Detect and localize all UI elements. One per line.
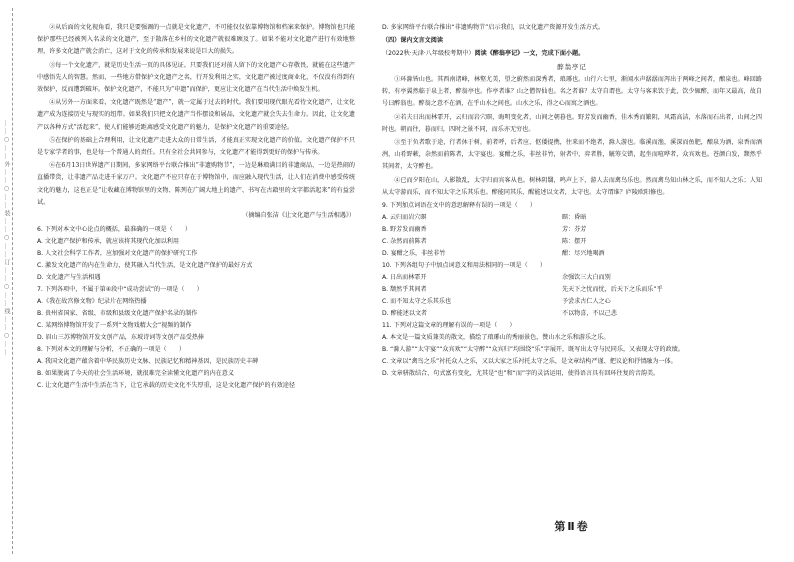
question-10-a-left: A. 日出而林霏开	[382, 274, 427, 282]
reading-intro	[382, 47, 762, 60]
question-9-a-meaning: 暝：昏暗	[562, 214, 587, 222]
question-10-stem: 10. 下列各组句子中加点词意义和用法相同的一项是（ ）	[382, 262, 546, 270]
question-10-c-left: C. 而不知太守之乐其乐也	[382, 298, 452, 306]
question-6-option-d: D. 文化遗产与生活相遇	[37, 274, 101, 282]
volume-heading: 第Ⅱ卷	[554, 520, 590, 533]
question-9-b-meaning: 芳：芬芳	[562, 226, 587, 234]
section-label: （四）课内文言文阅读	[382, 37, 443, 44]
left-column	[37, 22, 355, 392]
classical-paragraph-2: ②若夫日出而林霏开，云归而岩穴暝，晦明变化者，山间之朝暮也。野芳发而幽香，佳木秀而繁阴，风霜高洁，水落而石出者，山间之四时也。朝而往，暮而归，四时之景不同，而乐亦无穷也。	[382, 113, 762, 133]
question-9-a-sentence: A. 云归而岩穴暝	[382, 214, 427, 222]
question-6-option-c: C. 激发文化遗产的内在生命力，使其融入当代生活，是文化遗产保护的最好方式	[37, 262, 253, 270]
question-11-option-d: D. 文章骈散结合，句式富有变化，尤其是“也”和“而”字的灵活运用，使得语言具有回环往复的音韵美。	[382, 370, 660, 378]
question-10-b-right: 先天下之忧而忧，后天下之乐而乐”乎	[562, 286, 663, 294]
question-11-option-b: B. “滁人游”“太守宴”“众宾欢”“太守醉”“众宾归”均围绕“乐”字展开，既写出太守与民同乐，又表现太守的政绩。	[382, 346, 684, 354]
passage-paragraph-5: ⑤在保护的基础上合理利用，让文化遗产走进大众的日常生活，才能真正实现文化遗产的价值。文化遗产保护不只是专家学者的事，也是每一个普通人的责任。只有全社会共同参与，文化遗产才能得到更好的保护与传承。	[37, 136, 355, 157]
question-10-a-right: 余强饮三大白而别	[562, 274, 611, 282]
question-7-option-a: A.《我在故宫修文物》纪录片在网络热播	[37, 298, 147, 306]
passage-paragraph-2: ②从后面的文化视角看，我只是要强调的一点就是文化遗产，不可能仅仅依靠博物馆和档案来保护。博物馆也只能保护那些已经被列入名录的文化遗产，至于散落在乡村的文化遗产就很难顾及了。如果不能对文化遗产进行有效地整理，许多文化遗产就会消亡，这对于文化的传承和发展来说是巨大的损失。	[37, 24, 355, 56]
question-9-d-sentence: D. 宴酣之乐，非丝非竹	[382, 250, 446, 258]
question-8-option-d: D. 多家网络平台联合推出“非遗购物节”启示我们，以文化遗产资源开发生活方式。	[382, 24, 605, 31]
question-8-option-a: A. 我国文化遗产蕴含着中华民族历史文脉、民族记忆和精神基因，是民族历史丰碑	[37, 358, 259, 366]
question-11-option-c: C. 文章以“禽鸟之乐”衬托众人之乐，又以大家之乐衬托太守之乐，是文章结构严谨、把议论和抒情融为一体。	[382, 358, 677, 366]
classical-paragraph-3: ③至于负者歌于途，行者休于树，前者呼，后者应，伛偻提携，往来而不绝者，滁人游也。临溪而渔，溪深而鱼肥，酿泉为酒，泉香而酒洌，山肴野蔌，杂然而前陈者，太守宴也。宴酣之乐，非丝非竹，射者中，弈者胜，觥筹交错，起坐而喧哗者，众宾欢也。苍颜白发，颓然乎其间者，太守醉也。	[382, 139, 762, 171]
binding-margin	[0, 0, 22, 562]
question-9-b-sentence: B. 野芳发而幽香	[382, 226, 427, 234]
question-6-stem: 6. 下列对本文中心论点的概括，最准确的一项是（ ）	[37, 226, 192, 234]
question-7-option-b: B. 贵州省国家、省级、市级和县级文化遗产保护名录的制作	[37, 310, 198, 318]
question-8-option-c: C. 让文化遗产生活中生活在当下，让它承载的历史文化不失厚重，这是文化遗产保护的有效途径	[37, 382, 295, 390]
passage-paragraph-6: ⑥在6月13日世界遗产日期间，多家网络平台联合推出“非遗购物节”，一边是琳琅满目的非遗商品，一边是热闹的直播带货，让非遗产品走进千家万户。文化遗产不应只存在于博物馆中，而应融入现代生活，让人们在消费中感受传统文化的魅力，这也正是“让收藏在博物馆里的文物、陈列在广阔大地上的遗产、书写在古籍里的文字都活起来”的有益尝试。	[37, 162, 355, 206]
passage-paragraph-3: ③每一个文化遗产，就是历史生活一页的具体见证。只要我们还对前人留下的文化遗产心存敬畏，就能在这些遗产中感悟先人的智慧。然而，一些地方借保护文化遗产之名，行开发利用之实，文化遗产被过度商业化，不仅没有得到有效保护，反而遭到破坏。保护文化遗产，不能只为“申遗”而保护，更应让文化遗产在当代生活中焕发生机。	[37, 61, 355, 94]
right-column	[382, 22, 762, 533]
question-9-d-meaning: 酣：尽兴地喝酒	[562, 250, 605, 258]
question-6-option-a: A. 文化遗产保护和传承，就应该将其现代化加以利用	[37, 238, 179, 246]
passage-source: （摘编自张洁《让文化遗产与生活相遇》）	[242, 212, 355, 220]
intro-source: （2022秋·天津·八年级校考期中）	[382, 50, 475, 57]
passage-paragraph-4: ④从另外一方面来看，文化遗产既然是“遗产”，就一定属于过去的时代。我们要用现代眼光看待文化遗产，让文化遗产成为连接历史与现实的纽带。如果我们只把文化遗产当作摆设和展品，文化遗产就会失去生命力。因此，让文化遗产以各种方式“活起来”，使人们能够近距离感受文化遗产的魅力，是保护文化遗产的重要途径。	[37, 99, 355, 131]
question-6-option-b: B. 人文社会科学工作者，应加强对文化遗产的保护研究工作	[37, 250, 198, 258]
passage-title: 醉翁亭记	[557, 63, 587, 71]
classical-paragraph-4: ④已而夕阳在山，人影散乱，太守归而宾客从也。树林阴翳，鸣声上下，游人去而禽鸟乐也。然而禽鸟知山林之乐，而不知人之乐；人知从太守游而乐，而不知太守之乐其乐也。醉能同其乐，醒能述以文者，太守也。太守谓谁？庐陵欧阳修也。	[382, 176, 762, 196]
question-11-option-a: A. 本文是一篇文质兼美的散文，描绘了琅琊山的秀丽景色，赞山水之乐和游乐之乐。	[382, 334, 610, 342]
binding-dashed-line	[12, 8, 13, 554]
intro-instruction: 阅读《醉翁亭记》一文，完成下面小题。	[474, 50, 585, 57]
question-10-b-left: B. 颓然乎其间者	[382, 286, 427, 294]
question-9-c-meaning: 陈：摆开	[562, 238, 587, 246]
question-8-stem: 8. 下列对本文的理解与分析，不正确的一项是（ ）	[37, 346, 185, 354]
question-10-options	[382, 272, 762, 320]
question-10-d-left: D. 醉能述以文者	[382, 310, 428, 318]
question-7-option-d: D. 眉山三苏博物馆开发文创产品，东坡诗词等文创产品受热捧	[37, 334, 205, 342]
question-10-c-right: 予尝求古仁人之心	[562, 298, 611, 306]
question-7-option-c: C. 某网络博物馆开发了一系列“文物戏精大会”视频的制作	[37, 322, 192, 330]
question-11-stem: 11. 下列对这篇文章的理解有误的一项是（ ）	[382, 322, 516, 330]
question-9-stem: 9. 下列加点词语在文中的意思解释有误的一项是（ ）	[382, 202, 537, 210]
binding-text: ……○……外……○……装……○……订……○……线……○……	[3, 120, 10, 357]
question-10-d-right: 不以物喜，不以己悲	[562, 310, 617, 318]
question-7-stem: 7. 下列各项中，不属于第④段中“成功尝试”的一项是（ ）	[37, 286, 203, 294]
question-8-option-b: B. 如果脱离了今天的社会生活环境，就很难完全读懂文化遗产的内在意义	[37, 370, 234, 378]
classical-paragraph-1: ①环滁皆山也。其西南诸峰，林壑尤美，望之蔚然而深秀者，琅琊也。山行六七里，渐闻水声潺潺而泻出于两峰之间者，酿泉也。峰回路转，有亭翼然临于泉上者，醉翁亭也。作亭者谁？山之僧智仙也。名之者谁？太守自谓也。太守与客来饮于此，饮少辄醉，而年又最高，故自号曰醉翁也。醉翁之意不在酒，在乎山水之间也。山水之乐，得之心而寓之酒也。	[382, 76, 762, 108]
question-9-c-sentence: C. 杂然而前陈者	[382, 238, 427, 246]
question-9-options	[382, 212, 762, 260]
